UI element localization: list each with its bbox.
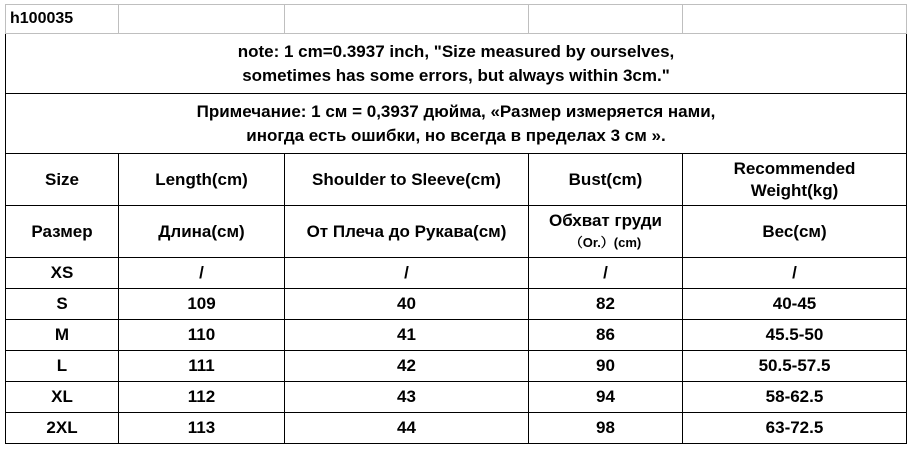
cell-weight: 58-62.5 bbox=[683, 382, 907, 413]
note-ru-line-2: иногда есть ошибки, но всегда в пределах 3 см ». bbox=[246, 125, 666, 145]
table-row bbox=[6, 289, 907, 320]
note-en-line-2: sometimes has some errors, but always within 3cm." bbox=[242, 65, 670, 85]
header-ru-bust bbox=[529, 206, 683, 258]
header-bust: Bust(cm) bbox=[529, 154, 683, 206]
cell-length: 113 bbox=[119, 413, 285, 444]
note-en bbox=[6, 34, 907, 94]
cell-weight: 45.5-50 bbox=[683, 320, 907, 351]
cell-size: 2XL bbox=[6, 413, 119, 444]
header-ru-weight: Вес(см) bbox=[683, 206, 907, 258]
cell-length: 112 bbox=[119, 382, 285, 413]
header-ru-row bbox=[6, 206, 907, 258]
cell-shoulder: 43 bbox=[285, 382, 529, 413]
cell-weight: / bbox=[683, 258, 907, 289]
code-row bbox=[6, 5, 907, 34]
header-length: Length(cm) bbox=[119, 154, 285, 206]
cell-bust: 90 bbox=[529, 351, 683, 382]
cell-shoulder: 41 bbox=[285, 320, 529, 351]
note-en-line-1: note: 1 cm=0.3937 inch, "Size measured by ourselves, bbox=[237, 41, 675, 61]
header-weight-line-1: Recommended bbox=[733, 158, 856, 178]
size-chart-table bbox=[5, 4, 907, 444]
cell-shoulder: 42 bbox=[285, 351, 529, 382]
cell-weight: 63-72.5 bbox=[683, 413, 907, 444]
cell-weight: 40-45 bbox=[683, 289, 907, 320]
empty-cell bbox=[285, 5, 529, 34]
table-row bbox=[6, 413, 907, 444]
cell-size: XL bbox=[6, 382, 119, 413]
cell-size: XS bbox=[6, 258, 119, 289]
empty-cell bbox=[119, 5, 285, 34]
header-size: Size bbox=[6, 154, 119, 206]
cell-bust: / bbox=[529, 258, 683, 289]
product-code: h100035 bbox=[6, 5, 119, 34]
cell-bust: 86 bbox=[529, 320, 683, 351]
empty-cell bbox=[683, 5, 907, 34]
header-ru-size: Размер bbox=[6, 206, 119, 258]
cell-shoulder: 44 bbox=[285, 413, 529, 444]
header-ru-length: Длина(см) bbox=[119, 206, 285, 258]
header-weight-line-2: Weight(kg) bbox=[750, 180, 839, 200]
cell-bust: 94 bbox=[529, 382, 683, 413]
header-weight bbox=[683, 154, 907, 206]
note-en-row bbox=[6, 34, 907, 94]
header-ru-shoulder: От Плеча до Рукава(см) bbox=[285, 206, 529, 258]
cell-shoulder: / bbox=[285, 258, 529, 289]
cell-bust: 98 bbox=[529, 413, 683, 444]
cell-bust: 82 bbox=[529, 289, 683, 320]
note-ru bbox=[6, 94, 907, 154]
header-shoulder: Shoulder to Sleeve(cm) bbox=[285, 154, 529, 206]
cell-size: M bbox=[6, 320, 119, 351]
header-ru-bust-line-2: （Or.）(cm) bbox=[569, 234, 642, 250]
cell-shoulder: 40 bbox=[285, 289, 529, 320]
table-row bbox=[6, 351, 907, 382]
cell-size: L bbox=[6, 351, 119, 382]
header-ru-bust-line-1: Обхват груди bbox=[549, 210, 662, 230]
cell-weight: 50.5-57.5 bbox=[683, 351, 907, 382]
note-ru-line-1: Примечание: 1 см = 0,3937 дюйма, «Размер измеряется нами, bbox=[196, 101, 716, 121]
empty-cell bbox=[529, 5, 683, 34]
header-en-row bbox=[6, 154, 907, 206]
table-row bbox=[6, 320, 907, 351]
cell-size: S bbox=[6, 289, 119, 320]
table-row bbox=[6, 382, 907, 413]
table-row bbox=[6, 258, 907, 289]
cell-length: 109 bbox=[119, 289, 285, 320]
cell-length: 110 bbox=[119, 320, 285, 351]
cell-length: / bbox=[119, 258, 285, 289]
cell-length: 111 bbox=[119, 351, 285, 382]
note-ru-row bbox=[6, 94, 907, 154]
